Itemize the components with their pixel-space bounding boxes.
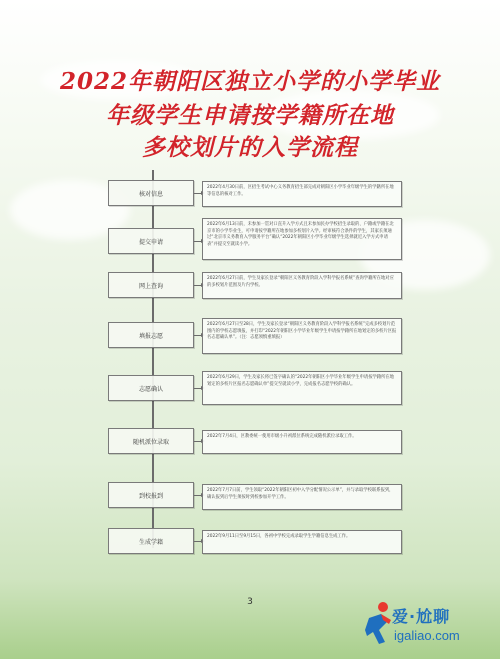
step-description: 2022年6月29日，学生及家长将已签字确认的“2022年朝阳区小学毕业年级学生申请按学籍所在地划定的多校片区报名志愿确认单”提交至就读小学，完成报名志愿学校的确认。 (202, 371, 402, 405)
step-label: 核对信息 (138, 190, 163, 198)
step-node (108, 322, 194, 348)
arrow-icon (194, 495, 202, 496)
step-description: 2022年6月13日前，未参加一贯对口直升入学方式且未参加民办学校招生录取的、户籍或学籍在北京市的小学毕业生，可申请按学籍所在地参加多校划片入学。经审核符合条件的学生，其家长须通过“北京市义务教育入学服务平台”确认“2022年朝阳区小学毕业年级学生选择就近入学方式申请表”并提交至就读小学。 (202, 218, 402, 260)
step-node (108, 528, 194, 554)
watermark-url: igaliao.com (394, 628, 460, 643)
arrow-icon (194, 285, 202, 286)
step-description: 2022年9月11日至9月15日，各初中学校完成录取学生学籍信息生成工作。 (202, 530, 402, 554)
step-description: 2022年7月7日前，学生领取“2022年朝阳区初中入学分配情况公示单”，并与录取学校联系报到，确认报到后学生须按时到校参加开学工作。 (202, 484, 402, 510)
step-label: 填报志愿 (138, 332, 163, 340)
arrow-icon (194, 388, 202, 389)
page-number: 3 (247, 597, 253, 607)
step-node (108, 482, 194, 508)
step-description: 2022年6月27日前，学生及家长登录“朝阳区义务教育阶段入学科学报名系统”查询学籍所在地对应的多校划片范围及片内学校。 (202, 272, 402, 299)
step-node (108, 180, 194, 206)
step-description: 2022年7月4日，区教委统一使用市级小升初派位系统完成随机派位录取工作。 (202, 430, 402, 454)
arrow-icon (194, 241, 202, 242)
step-label: 网上查询 (138, 282, 163, 290)
step-label: 到校报到 (138, 492, 163, 500)
arrow-icon (194, 193, 202, 194)
step-description: 2022年4月30日前，区招生考试中心义务教育招生部完成对朝阳区小学毕业年级学生的学籍所在地等信息的核对工作。 (202, 181, 402, 207)
step-description: 2022年6月27日至28日，学生及家长登录“朝阳区义务教育阶段入学科学报名系统”完成多校划片范围内的学校志愿填报，并打印“2022年朝阳区小学毕业年级学生申请按学籍所在地划定的多校片区报名志愿确认单”。（注：志愿须慎重填报） (202, 318, 402, 354)
page-title-line-1: 2022年朝阳区独立小学的小学毕业 (59, 68, 440, 95)
step-node (108, 428, 194, 454)
step-label: 提交申请 (138, 238, 163, 246)
runner-logo-icon (363, 600, 393, 646)
step-label: 志愿确认 (138, 385, 163, 393)
arrow-icon (194, 441, 202, 442)
arrow-icon (194, 541, 202, 542)
watermark-brand-name: 爱·尬聊 (392, 607, 451, 626)
step-label: 随机派位录取 (132, 438, 169, 446)
page-title-line-2: 年级学生申请按学籍所在地 (106, 102, 394, 129)
step-node (108, 272, 194, 298)
page-title-line-3: 多校划片的入学流程 (142, 134, 358, 161)
step-node (108, 228, 194, 254)
step-label: 生成学籍 (138, 538, 163, 546)
step-node (108, 375, 194, 401)
arrow-icon (194, 335, 202, 336)
